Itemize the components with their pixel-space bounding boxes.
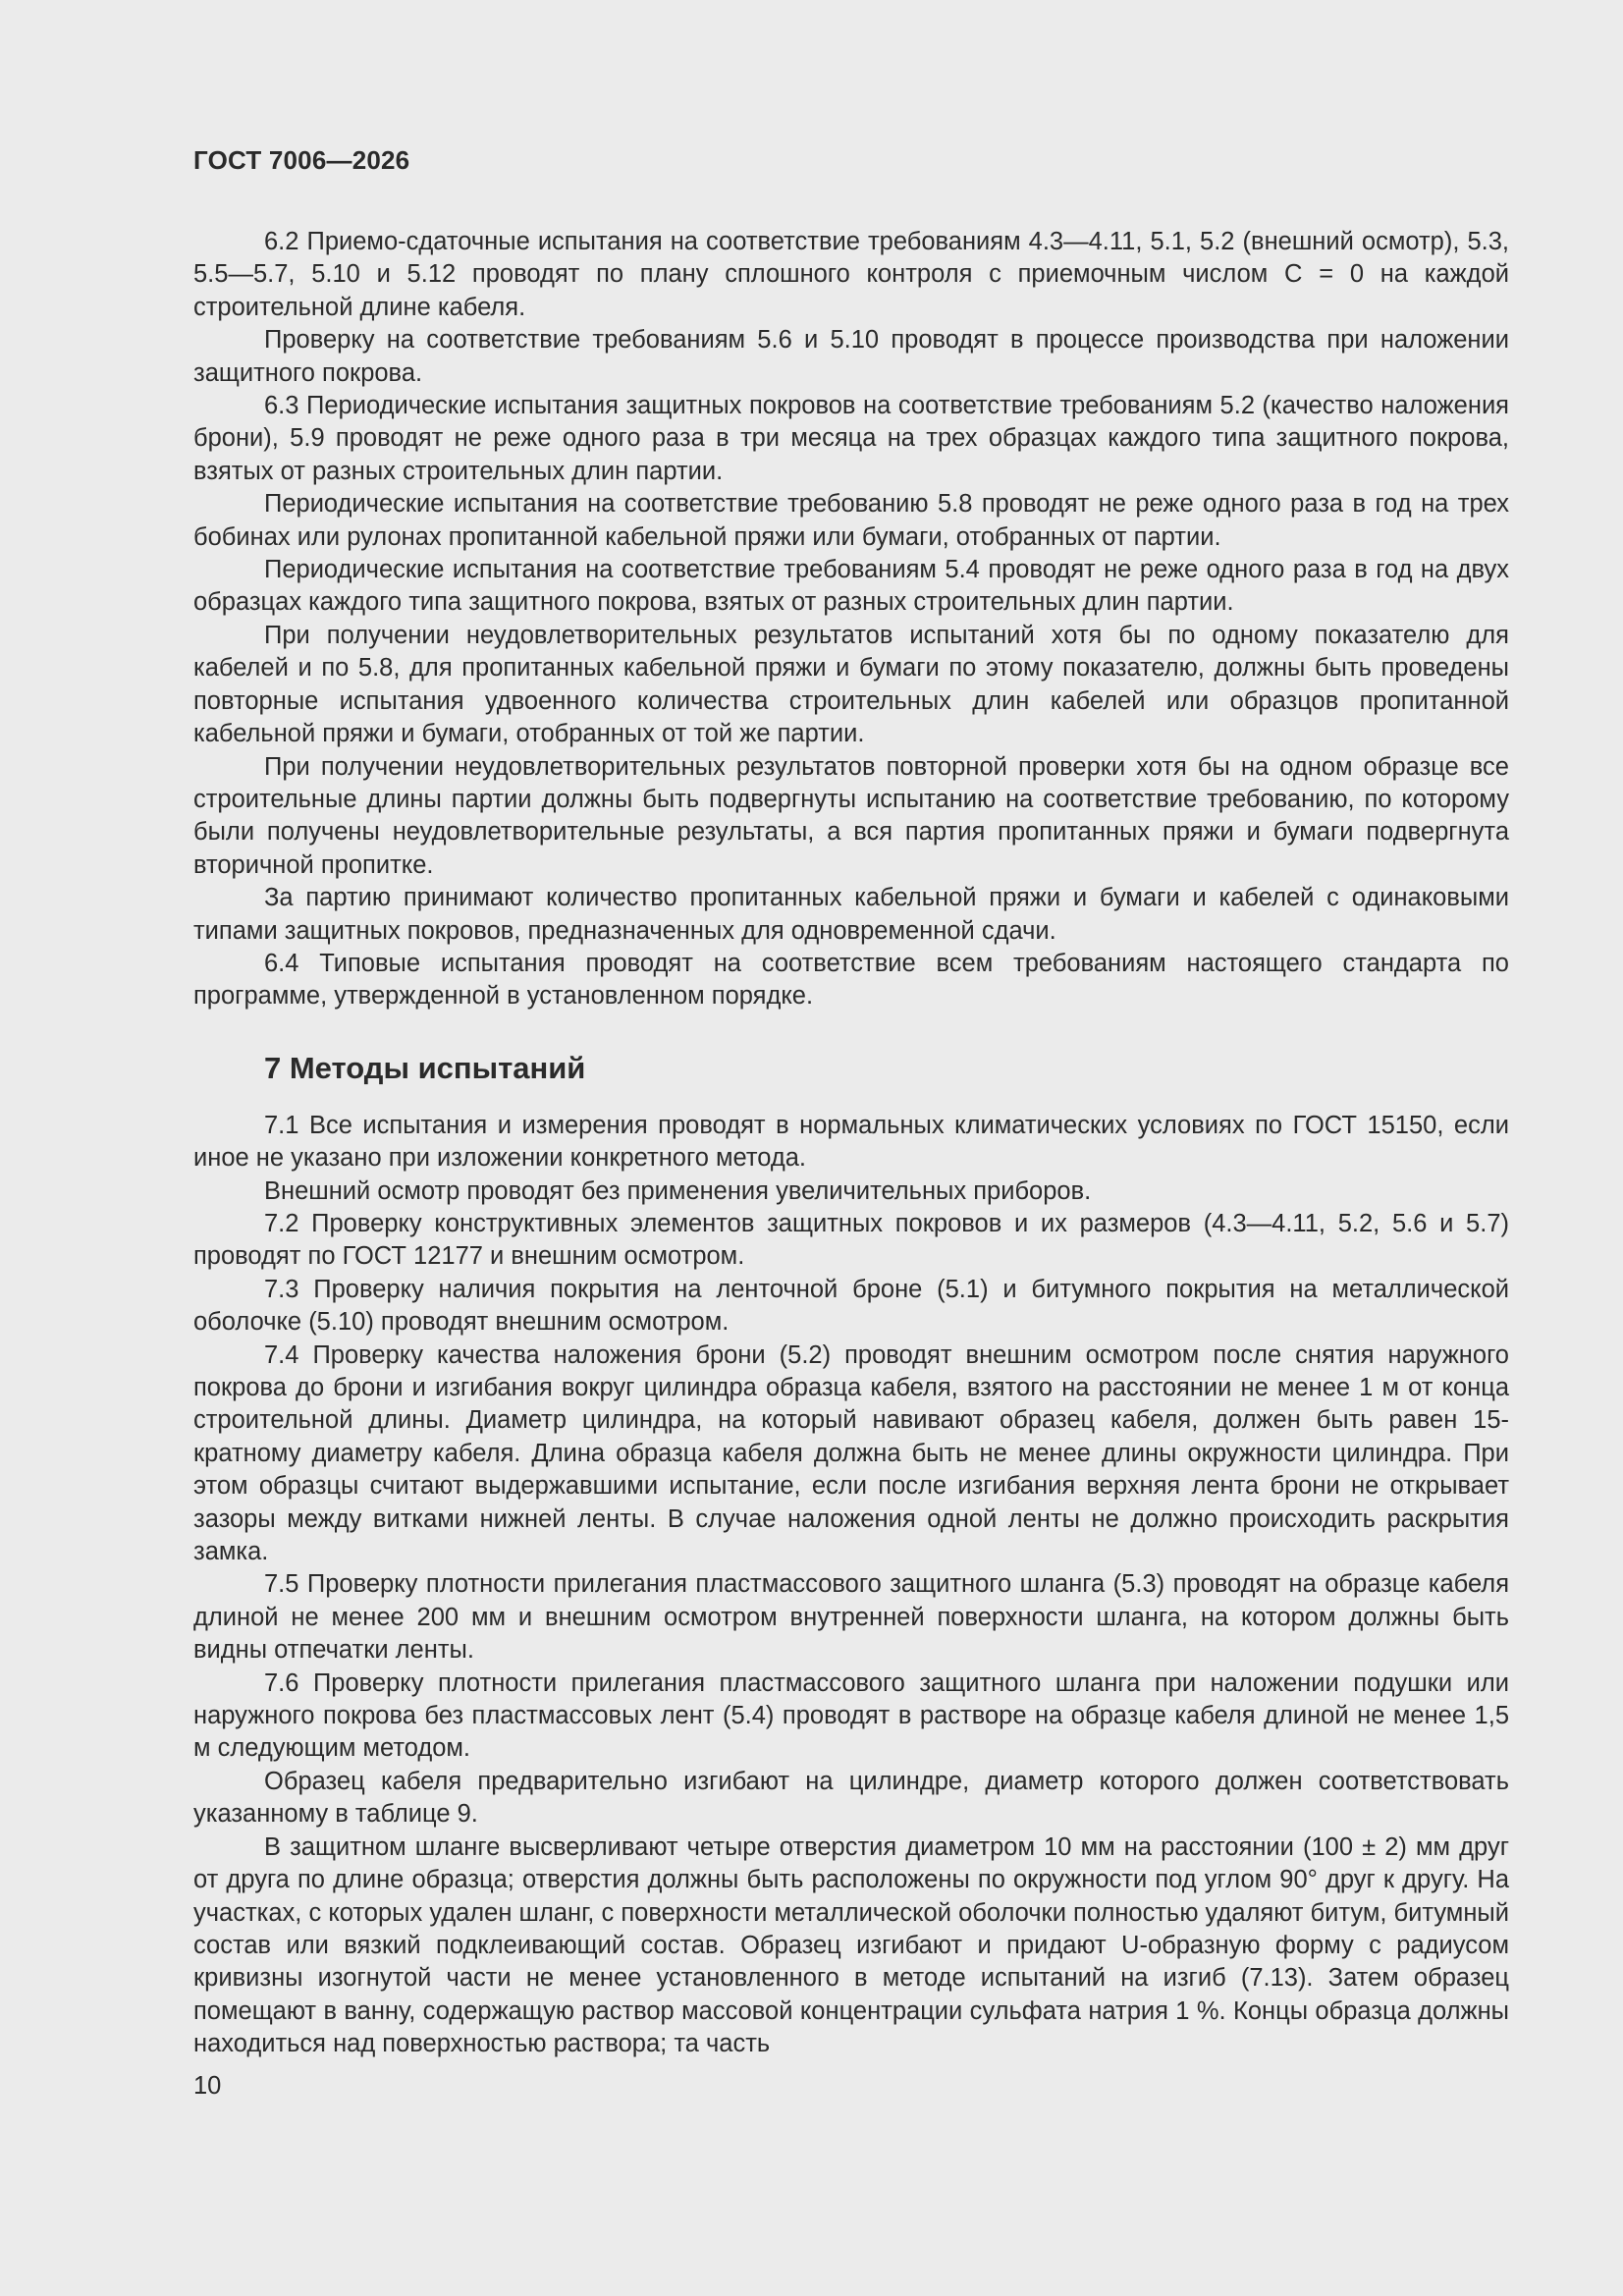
- paragraph: 7.2 Проверку конструктивных элементов защитных покровов и их размеров (4.3—4.11, 5.2, 5.6 и 5.7) проводят по ГОСТ 12177 и внешним осмотром.: [193, 1209, 1509, 1271]
- paragraph: При получении неудовлетворительных результатов испытаний хотя бы по одному показателю для кабелей и по 5.8, для пропитанных кабельной пряжи и бумаги по этому показателю, должны быть проведены повторные испытания удвоенного количества строительных длин кабелей или образцов пропитанной кабельной пряжи и бумаги, отобранных от той же партии.: [193, 621, 1509, 748]
- page-number: 10: [193, 2072, 222, 2100]
- document-body: [193, 226, 1509, 2061]
- paragraph: При получении неудовлетворительных результатов повторной проверки хотя бы на одном образце все строительные длины партии должны быть подвергнуты испытанию на соответствие требованию, по которому были получены неудовлетворительные результаты, а вся партия пропитанных пряжи и бумаги подвергнута вторичной пропитке.: [193, 752, 1509, 879]
- paragraph: Внешний осмотр проводят без применения увеличительных приборов.: [264, 1176, 1092, 1205]
- paragraph: В защитном шланге высверливают четыре отверстия диаметром 10 мм на расстоянии (100 ± 2) мм друг от друга по длине образца; отверстия должны быть расположены по окружности под углом 90° друг к другу. На участках, с которых удален шланг, с поверхности металлической оболочки полностью удаляют битум, битумный состав или вязкий подклеивающий состав. Образец изгибают и придают U-образную форму с радиусом кривизны изогнутой части не менее установленного в методе испытаний на изгиб (7.13). Затем образец помещают в ванну, содержащую раствор массовой концентрации сульфата натрия 1 %. Концы образца должны находиться над поверхностью раствора; та часть: [193, 1832, 1509, 2058]
- paragraph: 6.4 Типовые испытания проводят на соответствие всем требованиям настоящего стандарта по программе, утвержденной в установленном порядке.: [193, 949, 1509, 1011]
- paragraph: 7.3 Проверку наличия покрытия на ленточной броне (5.1) и битумного покрытия на металлической оболочке (5.10) проводят внешним осмотром.: [193, 1275, 1509, 1337]
- paragraph: 7.5 Проверку плотности прилегания пластмассового защитного шланга (5.3) проводят на образце кабеля длиной не менее 200 мм и внешним осмотром внутренней поверхности шланга, на котором должны быть видны отпечатки ленты.: [193, 1570, 1509, 1665]
- paragraph: Периодические испытания на соответствие требованиям 5.4 проводят не реже одного раза в год на двух образцах каждого типа защитного покрова, взятых от разных строительных длин партии.: [193, 556, 1509, 617]
- paragraph: За партию принимают количество пропитанных кабельной пряжи и бумаги и кабелей с одинаковыми типами защитных покровов, предназначенных для одновременной сдачи.: [193, 884, 1509, 945]
- paragraph: Проверку на соответствие требованиям 5.6 и 5.10 проводят в процессе производства при наложении защитного покрова.: [193, 326, 1509, 387]
- paragraph: Образец кабеля предварительно изгибают на цилиндре, диаметр которого должен соответствовать указанному в таблице 9.: [193, 1767, 1509, 1829]
- paragraph: 7.1 Все испытания и измерения проводят в нормальных климатических условиях по ГОСТ 15150, если иное не указано при изложении конкретного метода.: [193, 1111, 1509, 1173]
- paragraph: 6.3 Периодические испытания защитных покровов на соответствие требованиям 5.2 (качество наложения брони), 5.9 проводят не реже одного раза в три месяца на трех образцах каждого типа защитного покрова, взятых от разных строительных длин партии.: [193, 392, 1509, 485]
- document-header: ГОСТ 7006—2026: [193, 145, 410, 175]
- paragraph: Периодические испытания на соответствие требованию 5.8 проводят не реже одного раза в год на трех бобинах или рулонах пропитанной кабельной пряжи или бумаги, отобранных от партии.: [193, 490, 1509, 551]
- paragraph: 6.2 Приемо-сдаточные испытания на соответствие требованиям 4.3—4.11, 5.1, 5.2 (внешний осмотр), 5.3, 5.5—5.7, 5.10 и 5.12 проводят по плану сплошного контроля с приемочным числом С = 0 на каждой строительной длине кабеля.: [193, 228, 1509, 321]
- paragraph: 7.6 Проверку плотности прилегания пластмассового защитного шланга при наложении подушки или наружного покрова без пластмассовых лент (5.4) проводят в растворе на образце кабеля длиной не менее 1,5 м следующим методом.: [193, 1668, 1509, 1763]
- section-heading: 7 Методы испытаний: [264, 1050, 586, 1085]
- paragraph: 7.4 Проверку качества наложения брони (5.2) проводят внешним осмотром после снятия наружного покрова до брони и изгибания вокруг цилиндра образца кабеля, взятого на расстоянии не менее 1 м от конца строительной длины. Диаметр цилиндра, на который навивают образец кабеля, должен быть равен 15-кратному диаметру кабеля. Длина образца кабеля должна быть не менее длины окружности цилиндра. При этом образцы считают выдержавшими испытание, если после изгибания верхняя лента брони не открывает зазоры между витками нижней ленты. В случае наложения одной ленты не должно происходить раскрытия замка.: [193, 1340, 1509, 1566]
